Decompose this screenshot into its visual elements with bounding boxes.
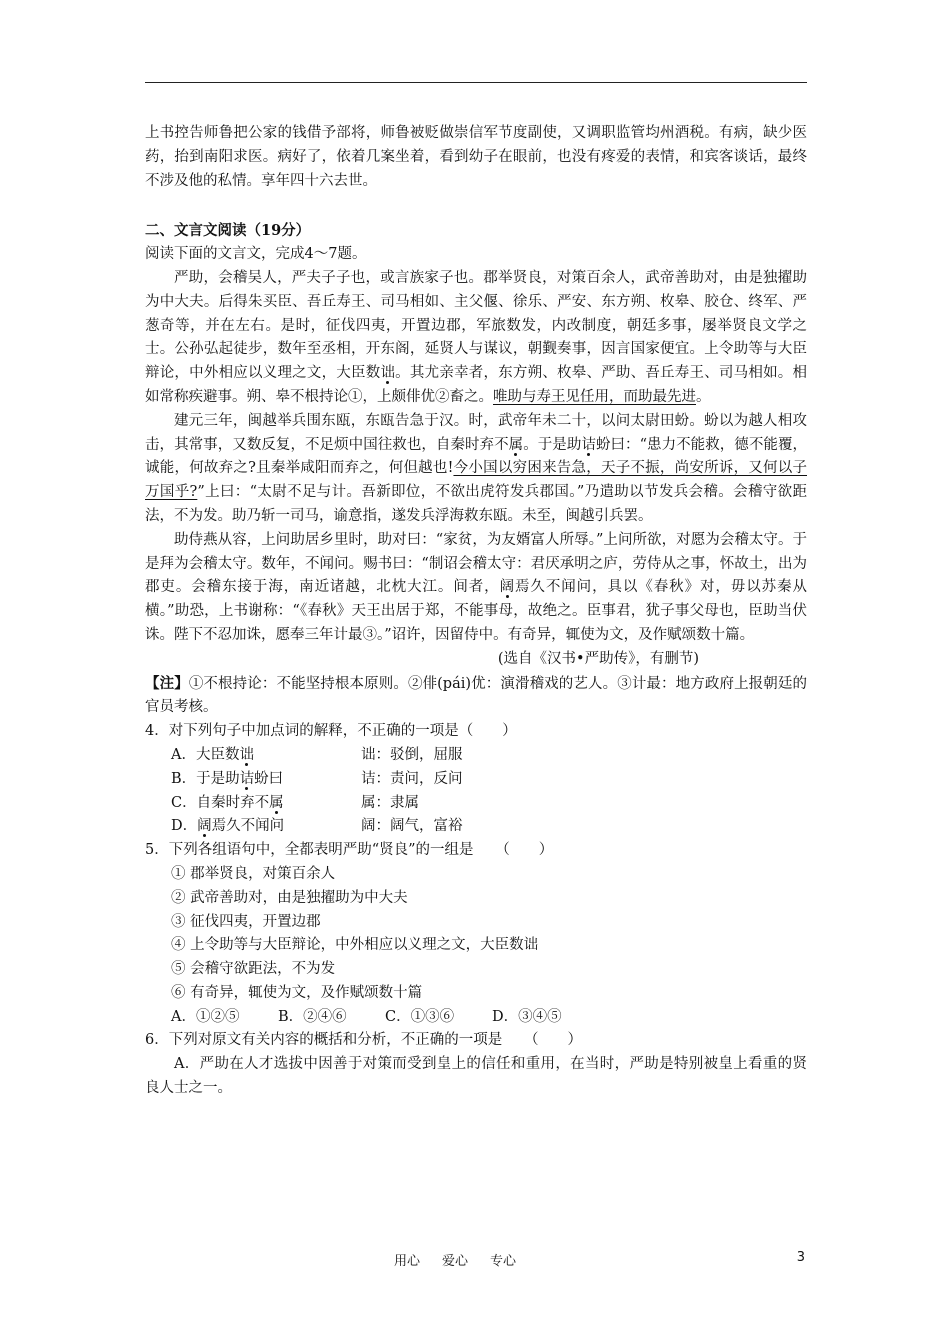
question-4-option-a: A．大臣数诎 诎：驳倒，屈服 bbox=[171, 746, 463, 763]
question-5-item: ③ 征伐四夷，开置边郡 bbox=[171, 913, 321, 930]
note-label: 【注】 bbox=[145, 674, 189, 692]
question-5-item: ⑥ 有奇异，辄使为文，及作赋颂数十篇 bbox=[171, 984, 423, 1001]
underlined-sentence: 唯助与寿王见任用，而助最先进 bbox=[493, 388, 696, 405]
footer-word: 爱心 bbox=[442, 1254, 469, 1269]
choice-a: A．①②⑤ bbox=[171, 1008, 240, 1025]
choice-c: C．①③⑥ bbox=[385, 1008, 455, 1025]
question-5-choices bbox=[145, 1006, 807, 1030]
section-heading: 二、文言文阅读（19分） bbox=[145, 222, 311, 240]
emphasis-dot-word: 阔 bbox=[499, 579, 516, 596]
question-6-option-a: A．严助在人才选拔中因善于对策而受到皇上的信任和重用，在当时，严助是特别被皇上看重的贤良人士之一。 bbox=[145, 1056, 807, 1097]
passage-paragraph-1: 严助，会稽吴人，严夫子子也，或言族家子也。郡举贤良，对策百余人，武帝善助对，由是独擢助为中大夫。后得朱买臣、吾丘寿王、司马相如、主父偃、徐乐、严安、东方朔、枚皋、胶仓、终军、严葱奇等，并在左右。是时，征伐四夷，开置边郡，军旅数发，内改制度，朝廷多事，屡举贤良文学之士。公孙弘起徒步，数年至丞相，开东阁，延贤人与谋议，朝觐奏事，因言国家便宜。上令助等与大臣辩论，中外相应以义理之文，大臣数诎。其尤亲幸者，东方朔、枚皋、严助、吾丘寿王、司马相如。相如常称疾避事。朔、皋不根持论①，上颇俳优②畜之。唯助与寿王见任用，而助最先进。 bbox=[145, 269, 807, 405]
passage-paragraph-3: 助侍燕从容，上问助居乡里时，助对曰：“家贫，为友婿富人所辱。”上问所欲，对愿为会稽太守。于是拜为会稽太守。数年，不闻问。赐书曰：“制诏会稽太守：君厌承明之庐，劳侍从之事，怀故土，出为郡吏。会稽东接于海，南近诸越，北枕大江。间者，阔焉久不闻问，具以《春秋》对，毋以苏秦从横。”助恐，上书谢称：“《春秋》天王出居于郑，不能事母，故绝之。臣事君，犹子事父母也，臣助当伏诛。陛下不忍加诛，愿奉三年计最③。”诏许，因留侍中。有奇异，辄使为文，及作赋颂数十篇。 bbox=[145, 531, 808, 643]
emphasis-dot-word: 诘 bbox=[581, 436, 596, 453]
question-4-option-c: C．自秦时弃不属 属：隶属 bbox=[171, 794, 419, 811]
emphasis-dot-word: 诎 bbox=[380, 365, 396, 382]
footer-motto bbox=[394, 1250, 516, 1269]
header-rule bbox=[145, 82, 807, 83]
footer-word: 用心 bbox=[394, 1254, 421, 1269]
choice-b: B．②④⑥ bbox=[278, 1008, 347, 1025]
question-4-option-d: D．阔焉久不闻问 阔：阔气，富裕 bbox=[171, 818, 463, 835]
reading-instruction: 阅读下面的文言文，完成4～7题。 bbox=[145, 246, 367, 263]
question-5-stem: 5．下列各组语句中，全都表明严助“贤良”的一组是 （ ） bbox=[145, 842, 554, 859]
annotation-note: 【注】①不根持论：不能坚持根本原则。②俳(pái)优：演滑稽戏的艺人。③计最：地方政府上报朝廷的官员考核。 bbox=[145, 674, 808, 716]
source-citation: (选自《汉书•严助传》，有删节) bbox=[497, 650, 699, 667]
underlined-sentence: 今小国以穷困来告急，天子不振，尚安所诉，又何以子万国乎? bbox=[145, 460, 807, 501]
emphasis-dot-word: 属 bbox=[508, 436, 524, 453]
footer-word: 专心 bbox=[490, 1254, 517, 1269]
question-6-stem: 6．下列对原文有关内容的概括和分析，不正确的一项是 （ ） bbox=[145, 1032, 582, 1049]
question-4-stem: 4．对下列句子中加点词的解释，不正确的一项是（ ） bbox=[145, 723, 517, 740]
page-footer bbox=[0, 1250, 950, 1270]
passage-paragraph-2: 建元三年，闽越举兵围东瓯，东瓯告急于汉。时，武帝年未二十，以问太尉田蚡。蚡以为越人相攻击，其常事，又数反复，不足烦中国往救也，自秦时弃不属。于是助诘蚡曰：“患力不能救，德不能覆，诚能，何故弃之?且秦举咸阳而弃之，何但越也!今小国以穷困来告急，天子不振，尚安所诉，又何以子万国乎?”上曰：“太尉不足与计。吾新即位，不欲出虎符发兵郡国。”乃遣助以节发兵会稽。会稽守欲距法，不为发。助乃斩一司马，谕意指，遂发兵浮海救东瓯。未至，闽越引兵罢。 bbox=[145, 412, 807, 524]
question-5-item: ⑤ 会稽守欲距法，不为发 bbox=[171, 961, 336, 978]
previous-passage-ending: 上书控告师鲁把公家的钱借予部将，师鲁被贬做崇信军节度副使，又调职监管均州酒税。有病，缺少医药，抬到南阳求医。病好了，依着几案坐着，看到幼子在眼前，也没有疼爱的表情，和宾客谈话，最终不涉及他的私情。享年四十六去世。 bbox=[145, 125, 807, 189]
page-content bbox=[145, 122, 807, 1101]
question-5-item: ② 武帝善助对，由是独擢助为中大夫 bbox=[171, 889, 408, 906]
page-number: 3 bbox=[796, 1250, 805, 1265]
question-4-option-b: B．于是助诘蚡曰 诘：责问，反问 bbox=[171, 770, 463, 787]
question-5-item: ① 郡举贤良，对策百余人 bbox=[171, 865, 336, 882]
choice-d: D．③④⑤ bbox=[492, 1008, 562, 1025]
question-5-item: ④ 上令助等与大臣辩论，中外相应以义理之文，大臣数诎 bbox=[171, 937, 539, 954]
